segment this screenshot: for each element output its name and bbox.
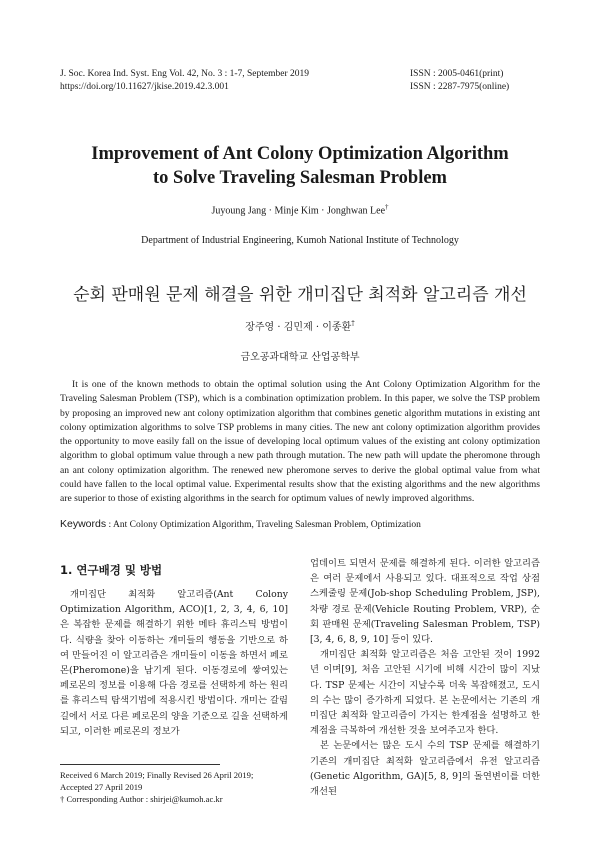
body-paragraph: 본 논문에서는 많은 도시 수의 TSP 문제를 해결하기 기존의 개미집단 최적화 알고리즘에서 유전 알고리즘(Genetic Algorithm, GA)[5, 8, 9]의 돌연변이를 더한 개선된: [310, 740, 540, 798]
body-paragraph: 개미집단 최적화 알고리즘(Ant Colony Optimization Algorithm, ACO)[1, 2, 3, 4, 6, 10]은 복잡한 문제를 해결하기 위한 메타 휴리스틱 방법이다. 식량을 찾아 이동하는 개미들의 행동을 기반으로 하여 만들어진 이 알고리즘은 개미들이 이동을 하면서 페로몬(Pheromone)을 남기게 된다. 이동경로에 쌓여있는 페로몬의 정보를 이용해 다음 경로를 선택하게 하는 원리를 휴리스틱 탐색기법에 적용시킨 방법이다. 개미는 갈림길에서 서로 다른 페로몬의 양을 기준으로 길을 선택하게 되고, 이러한 페로몬의 정보가: [60, 589, 288, 737]
corresponding-mark-kr: †: [351, 319, 355, 328]
issn-block: [410, 68, 509, 94]
authors-en: [0, 203, 600, 216]
body-paragraph: 업데이트 되면서 문제를 해결하게 된다. 이러한 알고리즘은 여러 문제에서 사용되고 있다. 대표적으로 작업 상점 스케줄링 문제(Job-shop Scheduling Problem, JSP), 차량 경로 문제(Vehicle Routing Problem, VRP), 순회 판매원 문제(Traveling Salesman Problem, TSP)[3, 4, 6, 8, 9, 10] 등이 있다.: [310, 558, 540, 646]
abstract: It is one of the known methods to obtain the optimal solution using the Ant Colony Optimization Algorithm for the Traveling Salesman Problem (TSP), which is a combination optimization problem. In this paper, we solve the TSP problem by proposing an improved new ant colony optimization algorithm that combines genetic algorithm mutations in existing ant colony optimization algorithms to solve TSP problems in many cities. The new ant colony optimization algorithm provides the opportunity to move easily fall on the issue of developing local optimum values of the existing ant colony optimization algorithm to global optimum value through a new path through mutation. The new path will update the pheromone through an ant colony optimization algorithm. The renewed new pheromone serves to derive the global optimal value from what could have fallen to the local optimal value. Experimental results show that the existing algorithms and the new algorithms are superior to those of existing algorithms in the search for optimum values of newly improved algorithms.: [60, 379, 540, 505]
section-heading: 1. 연구배경 및 방법: [60, 563, 163, 577]
footnote-divider: [60, 764, 220, 765]
keywords-separator: :: [106, 520, 113, 530]
authors-en-names: Juyoung Jang · Minje Kim · Jonghwan Lee: [211, 205, 386, 217]
body-right-column: [310, 556, 540, 799]
keywords: [60, 518, 421, 530]
issn-online: ISSN : 2287-7975(online): [410, 82, 510, 92]
keywords-text: Ant Colony Optimization Algorithm, Traveling Salesman Problem, Optimization: [112, 520, 421, 530]
corresponding-author: † Corresponding Author : shirjei@kumoh.ac.kr: [60, 794, 223, 804]
title-en-line2: to Solve Traveling Salesman Problem: [153, 168, 447, 188]
corresponding-mark-en: †: [385, 203, 389, 211]
body-paragraph: 개미집단 최적화 알고리즘은 처음 고안된 것이 1992년 이며[9], 처음 고안된 시기에 비해 시간이 많이 지났다. TSP 문제는 시간이 지날수록 더욱 복잡해졌고, 도시의 수는 많이 증가하게 되었다. 본 논문에서는 기존의 개미집단 최적화 알고리즘이 가지는 한계점을 설명하고 한계점을 극복하여 개선한 것을 보여주고자 한다.: [310, 649, 540, 737]
accepted-date: Accepted 27 April 2019: [60, 782, 143, 792]
affiliation-en: Department of Industrial Engineering, Kumoh National Institute of Technology: [141, 235, 459, 246]
journal-citation: J. Soc. Korea Ind. Syst. Eng Vol. 42, No. 3 : 1-7, September 2019: [60, 69, 310, 79]
doi-link[interactable]: https://doi.org/10.11627/jkise.2019.42.3.001: [60, 82, 229, 92]
title-en-line1: Improvement of Ant Colony Optimization Algorithm: [91, 144, 509, 164]
issn-print: ISSN : 2005-0461(print): [410, 69, 504, 79]
paper-title-kr: 순회 판매원 문제 해결을 위한 개미집단 최적화 알고리즘 개선: [73, 285, 527, 305]
journal-header: [60, 68, 309, 94]
body-left-column: [60, 587, 288, 739]
paper-title-en: [0, 142, 600, 190]
keywords-label: Keywords: [60, 518, 107, 530]
authors-kr-names: 장주영 · 김민제 · 이종환: [245, 322, 352, 333]
affiliation-kr: 금오공과대학교 산업공학부: [240, 352, 360, 363]
authors-kr: [0, 318, 600, 333]
footnote: [60, 769, 290, 805]
received-date: Received 6 March 2019; Finally Revised 26 April 2019;: [60, 770, 254, 780]
